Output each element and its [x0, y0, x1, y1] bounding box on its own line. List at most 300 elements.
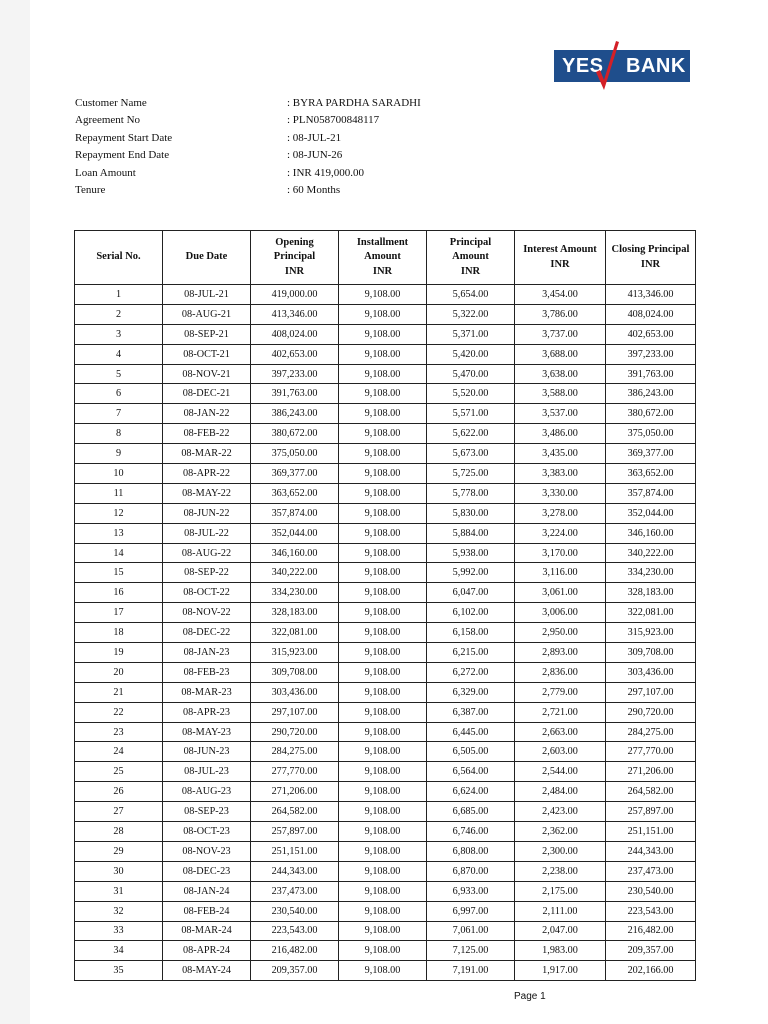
table-cell: 271,206.00 — [251, 782, 339, 802]
table-cell: 9,108.00 — [339, 483, 427, 503]
table-cell: 20 — [75, 662, 163, 682]
table-row — [75, 444, 696, 464]
table-cell: 18 — [75, 623, 163, 643]
table-cell: 9,108.00 — [339, 702, 427, 722]
table-cell: 2,603.00 — [515, 742, 606, 762]
table-row — [75, 324, 696, 344]
table-cell: 7,125.00 — [427, 941, 515, 961]
table-cell: 08-JUN-23 — [163, 742, 251, 762]
table-cell: 7,191.00 — [427, 961, 515, 981]
table-cell: 2,484.00 — [515, 782, 606, 802]
table-cell: 9,108.00 — [339, 563, 427, 583]
table-cell: 6,158.00 — [427, 623, 515, 643]
table-cell: 7,061.00 — [427, 921, 515, 941]
table-row — [75, 464, 696, 484]
table-cell: 11 — [75, 483, 163, 503]
table-cell: 6,102.00 — [427, 603, 515, 623]
table-cell: 2,111.00 — [515, 901, 606, 921]
table-cell: 6,215.00 — [427, 643, 515, 663]
table-cell: 309,708.00 — [606, 643, 696, 663]
table-cell: 08-MAY-24 — [163, 961, 251, 981]
info-label: Repayment End Date — [75, 149, 170, 162]
table-cell: 9,108.00 — [339, 861, 427, 881]
table-cell: 9,108.00 — [339, 662, 427, 682]
table-cell: 3 — [75, 324, 163, 344]
table-cell: 2,544.00 — [515, 762, 606, 782]
table-cell: 9,108.00 — [339, 503, 427, 523]
table-cell: 202,166.00 — [606, 961, 696, 981]
table-cell: 9,108.00 — [339, 304, 427, 324]
table-cell: 28 — [75, 822, 163, 842]
table-cell: 297,107.00 — [251, 702, 339, 722]
table-cell: 9,108.00 — [339, 364, 427, 384]
table-cell: 297,107.00 — [606, 682, 696, 702]
table-cell: 5,673.00 — [427, 444, 515, 464]
info-row — [75, 182, 421, 199]
table-cell: 08-JUL-23 — [163, 762, 251, 782]
table-row — [75, 483, 696, 503]
table-row — [75, 742, 696, 762]
table-cell: 277,770.00 — [606, 742, 696, 762]
table-cell: 6,933.00 — [427, 881, 515, 901]
table-cell: 3,170.00 — [515, 543, 606, 563]
table-cell: 5,938.00 — [427, 543, 515, 563]
table-cell: 08-MAR-23 — [163, 682, 251, 702]
table-cell: 402,653.00 — [251, 344, 339, 364]
table-cell: 26 — [75, 782, 163, 802]
table-cell: 08-FEB-24 — [163, 901, 251, 921]
table-cell: 375,050.00 — [251, 444, 339, 464]
table-cell: 08-SEP-22 — [163, 563, 251, 583]
table-cell: 2,779.00 — [515, 682, 606, 702]
table-cell: 9,108.00 — [339, 802, 427, 822]
table-cell: 9,108.00 — [339, 384, 427, 404]
table-row — [75, 583, 696, 603]
table-cell: 08-JUL-22 — [163, 523, 251, 543]
table-cell: 08-OCT-21 — [163, 344, 251, 364]
table-cell: 3,737.00 — [515, 324, 606, 344]
table-cell: 375,050.00 — [606, 424, 696, 444]
table-cell: 08-NOV-23 — [163, 841, 251, 861]
table-cell: 369,377.00 — [606, 444, 696, 464]
column-header: Closing Principal INR — [606, 231, 696, 285]
table-cell: 9 — [75, 444, 163, 464]
table-cell: 3,688.00 — [515, 344, 606, 364]
table-cell: 08-MAY-23 — [163, 722, 251, 742]
table-cell: 391,763.00 — [251, 384, 339, 404]
table-row — [75, 702, 696, 722]
table-cell: 15 — [75, 563, 163, 583]
table-cell: 2,836.00 — [515, 662, 606, 682]
table-cell: 2 — [75, 304, 163, 324]
table-cell: 2,893.00 — [515, 643, 606, 663]
table-cell: 08-OCT-23 — [163, 822, 251, 842]
table-cell: 264,582.00 — [251, 802, 339, 822]
table-cell: 5,725.00 — [427, 464, 515, 484]
table-cell: 9,108.00 — [339, 464, 427, 484]
table-cell: 3,383.00 — [515, 464, 606, 484]
table-cell: 5,830.00 — [427, 503, 515, 523]
table-row — [75, 384, 696, 404]
table-cell: 08-JUN-22 — [163, 503, 251, 523]
table-cell: 380,672.00 — [251, 424, 339, 444]
table-cell: 386,243.00 — [606, 384, 696, 404]
table-cell: 4 — [75, 344, 163, 364]
table-cell: 08-DEC-22 — [163, 623, 251, 643]
table-cell: 244,343.00 — [606, 841, 696, 861]
yes-bank-logo — [554, 50, 690, 82]
table-cell: 08-APR-24 — [163, 941, 251, 961]
table-cell: 9,108.00 — [339, 324, 427, 344]
table-row — [75, 861, 696, 881]
table-row — [75, 662, 696, 682]
table-cell: 7 — [75, 404, 163, 424]
table-cell: 32 — [75, 901, 163, 921]
table-cell: 5,322.00 — [427, 304, 515, 324]
table-cell: 6,505.00 — [427, 742, 515, 762]
table-cell: 5 — [75, 364, 163, 384]
table-cell: 391,763.00 — [606, 364, 696, 384]
info-row — [75, 165, 421, 182]
table-cell: 8 — [75, 424, 163, 444]
table-cell: 19 — [75, 643, 163, 663]
table-cell: 237,473.00 — [251, 881, 339, 901]
table-cell: 08-JAN-23 — [163, 643, 251, 663]
table-cell: 08-AUG-22 — [163, 543, 251, 563]
table-cell: 08-FEB-23 — [163, 662, 251, 682]
table-cell: 08-MAR-24 — [163, 921, 251, 941]
table-cell: 6,746.00 — [427, 822, 515, 842]
table-cell: 1,983.00 — [515, 941, 606, 961]
table-cell: 216,482.00 — [251, 941, 339, 961]
table-cell: 9,108.00 — [339, 444, 427, 464]
table-cell: 413,346.00 — [251, 304, 339, 324]
table-cell: 303,436.00 — [606, 662, 696, 682]
table-row — [75, 304, 696, 324]
repayment-schedule-table — [74, 230, 696, 981]
table-cell: 237,473.00 — [606, 861, 696, 881]
table-cell: 2,175.00 — [515, 881, 606, 901]
table-row — [75, 941, 696, 961]
table-cell: 9,108.00 — [339, 782, 427, 802]
table-cell: 9,108.00 — [339, 841, 427, 861]
table-cell: 5,470.00 — [427, 364, 515, 384]
table-cell: 6,997.00 — [427, 901, 515, 921]
table-cell: 251,151.00 — [251, 841, 339, 861]
table-cell: 315,923.00 — [251, 643, 339, 663]
table-cell: 5,992.00 — [427, 563, 515, 583]
table-cell: 346,160.00 — [251, 543, 339, 563]
table-cell: 2,950.00 — [515, 623, 606, 643]
table-cell: 9,108.00 — [339, 901, 427, 921]
table-cell: 3,006.00 — [515, 603, 606, 623]
table-row — [75, 782, 696, 802]
table-cell: 5,371.00 — [427, 324, 515, 344]
table-cell: 6 — [75, 384, 163, 404]
table-cell: 251,151.00 — [606, 822, 696, 842]
table-cell: 08-OCT-22 — [163, 583, 251, 603]
table-cell: 419,000.00 — [251, 285, 339, 305]
table-cell: 29 — [75, 841, 163, 861]
table-cell: 08-DEC-23 — [163, 861, 251, 881]
info-value: : INR 419,000.00 — [287, 166, 364, 179]
table-cell: 27 — [75, 802, 163, 822]
info-row — [75, 95, 421, 112]
table-cell: 340,222.00 — [606, 543, 696, 563]
table-cell: 9,108.00 — [339, 523, 427, 543]
table-cell: 08-APR-23 — [163, 702, 251, 722]
table-row — [75, 822, 696, 842]
table-cell: 223,543.00 — [251, 921, 339, 941]
info-row — [75, 147, 421, 164]
table-cell: 6,624.00 — [427, 782, 515, 802]
table-cell: 14 — [75, 543, 163, 563]
info-value: : PLN058700848117 — [287, 114, 380, 127]
info-row — [75, 130, 421, 147]
table-cell: 2,663.00 — [515, 722, 606, 742]
table-cell: 9,108.00 — [339, 643, 427, 663]
table-cell: 31 — [75, 881, 163, 901]
table-cell: 21 — [75, 682, 163, 702]
table-row — [75, 344, 696, 364]
table-cell: 216,482.00 — [606, 921, 696, 941]
table-cell: 9,108.00 — [339, 583, 427, 603]
table-cell: 9,108.00 — [339, 682, 427, 702]
table-cell: 284,275.00 — [606, 722, 696, 742]
table-cell: 9,108.00 — [339, 344, 427, 364]
table-cell: 257,897.00 — [606, 802, 696, 822]
table-cell: 352,044.00 — [251, 523, 339, 543]
info-value: : 60 Months — [287, 184, 341, 197]
column-header: Interest Amount INR — [515, 231, 606, 285]
table-cell: 2,721.00 — [515, 702, 606, 722]
table-row — [75, 722, 696, 742]
table-cell: 08-JAN-22 — [163, 404, 251, 424]
table-cell: 309,708.00 — [251, 662, 339, 682]
table-cell: 303,436.00 — [251, 682, 339, 702]
info-row — [75, 112, 421, 129]
table-cell: 22 — [75, 702, 163, 722]
table-row — [75, 404, 696, 424]
table-cell: 08-SEP-23 — [163, 802, 251, 822]
table-cell: 9,108.00 — [339, 603, 427, 623]
table-row — [75, 881, 696, 901]
info-label: Tenure — [75, 184, 106, 197]
table-cell: 3,786.00 — [515, 304, 606, 324]
table-cell: 2,423.00 — [515, 802, 606, 822]
table-cell: 334,230.00 — [251, 583, 339, 603]
table-cell: 209,357.00 — [251, 961, 339, 981]
info-label: Loan Amount — [75, 166, 136, 179]
checkmark-icon — [592, 38, 622, 98]
table-cell: 363,652.00 — [251, 483, 339, 503]
table-cell: 9,108.00 — [339, 404, 427, 424]
info-value: : 08-JUN-26 — [287, 149, 343, 162]
table-cell: 397,233.00 — [606, 344, 696, 364]
table-row — [75, 623, 696, 643]
table-row — [75, 682, 696, 702]
table-cell: 1 — [75, 285, 163, 305]
table-cell: 328,183.00 — [251, 603, 339, 623]
table-cell: 3,435.00 — [515, 444, 606, 464]
table-cell: 9,108.00 — [339, 742, 427, 762]
table-cell: 9,108.00 — [339, 921, 427, 941]
table-cell: 1,917.00 — [515, 961, 606, 981]
table-cell: 6,272.00 — [427, 662, 515, 682]
table-cell: 24 — [75, 742, 163, 762]
table-cell: 2,238.00 — [515, 861, 606, 881]
table-cell: 34 — [75, 941, 163, 961]
table-row — [75, 364, 696, 384]
table-cell: 9,108.00 — [339, 722, 427, 742]
table-cell: 10 — [75, 464, 163, 484]
table-cell: 3,486.00 — [515, 424, 606, 444]
table-cell: 264,582.00 — [606, 782, 696, 802]
table-row — [75, 424, 696, 444]
table-cell: 6,445.00 — [427, 722, 515, 742]
logo-bank-text: BANK — [626, 55, 686, 77]
table-cell: 328,183.00 — [606, 583, 696, 603]
table-cell: 357,874.00 — [606, 483, 696, 503]
table-row — [75, 841, 696, 861]
table-cell: 369,377.00 — [251, 464, 339, 484]
table-cell: 408,024.00 — [606, 304, 696, 324]
table-cell: 6,387.00 — [427, 702, 515, 722]
table-cell: 16 — [75, 583, 163, 603]
info-label: Repayment Start Date — [75, 131, 173, 144]
table-cell: 363,652.00 — [606, 464, 696, 484]
table-cell: 3,224.00 — [515, 523, 606, 543]
table-cell: 290,720.00 — [251, 722, 339, 742]
table-cell: 08-NOV-21 — [163, 364, 251, 384]
table-cell: 9,108.00 — [339, 881, 427, 901]
table-cell: 277,770.00 — [251, 762, 339, 782]
table-cell: 13 — [75, 523, 163, 543]
table-cell: 6,564.00 — [427, 762, 515, 782]
table-cell: 9,108.00 — [339, 623, 427, 643]
info-value: : 08-JUL-21 — [287, 131, 342, 144]
table-cell: 3,454.00 — [515, 285, 606, 305]
table-cell: 3,638.00 — [515, 364, 606, 384]
table-cell: 9,108.00 — [339, 285, 427, 305]
table-row — [75, 503, 696, 523]
column-header: Principal Amount INR — [427, 231, 515, 285]
table-row — [75, 603, 696, 623]
info-value: : BYRA PARDHA SARADHI — [287, 97, 421, 109]
table-row — [75, 961, 696, 981]
table-cell: 08-JUL-21 — [163, 285, 251, 305]
table-cell: 6,870.00 — [427, 861, 515, 881]
table-cell: 386,243.00 — [251, 404, 339, 424]
table-cell: 230,540.00 — [606, 881, 696, 901]
column-header: Opening Principal INR — [251, 231, 339, 285]
table-cell: 3,537.00 — [515, 404, 606, 424]
table-cell: 352,044.00 — [606, 503, 696, 523]
table-cell: 223,543.00 — [606, 901, 696, 921]
table-row — [75, 762, 696, 782]
table-row — [75, 901, 696, 921]
table-cell: 08-AUG-23 — [163, 782, 251, 802]
table-cell: 35 — [75, 961, 163, 981]
table-row — [75, 543, 696, 563]
table-cell: 25 — [75, 762, 163, 782]
table-cell: 5,622.00 — [427, 424, 515, 444]
table-cell: 402,653.00 — [606, 324, 696, 344]
table-cell: 322,081.00 — [251, 623, 339, 643]
table-cell: 3,278.00 — [515, 503, 606, 523]
table-cell: 2,300.00 — [515, 841, 606, 861]
table-cell: 08-DEC-21 — [163, 384, 251, 404]
table-cell: 9,108.00 — [339, 822, 427, 842]
table-cell: 08-AUG-21 — [163, 304, 251, 324]
table-row — [75, 921, 696, 941]
table-cell: 33 — [75, 921, 163, 941]
table-cell: 9,108.00 — [339, 762, 427, 782]
table-cell: 257,897.00 — [251, 822, 339, 842]
table-cell: 3,061.00 — [515, 583, 606, 603]
table-cell: 08-APR-22 — [163, 464, 251, 484]
table-cell: 5,654.00 — [427, 285, 515, 305]
table-cell: 290,720.00 — [606, 702, 696, 722]
table-cell: 5,884.00 — [427, 523, 515, 543]
logo-yes-text: YES — [562, 55, 604, 77]
info-label: Agreement No — [75, 114, 141, 127]
table-cell: 6,685.00 — [427, 802, 515, 822]
table-cell: 9,108.00 — [339, 424, 427, 444]
table-cell: 397,233.00 — [251, 364, 339, 384]
table-cell: 5,778.00 — [427, 483, 515, 503]
column-header: Installment Amount INR — [339, 231, 427, 285]
table-row — [75, 802, 696, 822]
table-cell: 08-FEB-22 — [163, 424, 251, 444]
table-row — [75, 285, 696, 305]
table-cell: 346,160.00 — [606, 523, 696, 543]
table-cell: 6,808.00 — [427, 841, 515, 861]
table-cell: 9,108.00 — [339, 543, 427, 563]
column-header: Due Date — [163, 231, 251, 285]
table-cell: 315,923.00 — [606, 623, 696, 643]
table-row — [75, 523, 696, 543]
table-cell: 380,672.00 — [606, 404, 696, 424]
table-cell: 5,571.00 — [427, 404, 515, 424]
table-cell: 30 — [75, 861, 163, 881]
table-cell: 08-SEP-21 — [163, 324, 251, 344]
table-cell: 08-MAR-22 — [163, 444, 251, 464]
table-row — [75, 643, 696, 663]
table-cell: 08-NOV-22 — [163, 603, 251, 623]
table-cell: 244,343.00 — [251, 861, 339, 881]
info-label: Customer Name — [75, 97, 147, 109]
page-number: Page 1 — [514, 991, 546, 1002]
table-cell: 5,520.00 — [427, 384, 515, 404]
table-row — [75, 563, 696, 583]
table-cell: 3,588.00 — [515, 384, 606, 404]
table-cell: 23 — [75, 722, 163, 742]
customer-info — [75, 95, 421, 199]
table-cell: 12 — [75, 503, 163, 523]
table-cell: 3,116.00 — [515, 563, 606, 583]
table-cell: 271,206.00 — [606, 762, 696, 782]
table-cell: 9,108.00 — [339, 941, 427, 961]
table-cell: 6,329.00 — [427, 682, 515, 702]
table-cell: 357,874.00 — [251, 503, 339, 523]
table-cell: 5,420.00 — [427, 344, 515, 364]
table-cell: 08-MAY-22 — [163, 483, 251, 503]
table-cell: 334,230.00 — [606, 563, 696, 583]
table-cell: 340,222.00 — [251, 563, 339, 583]
table-cell: 209,357.00 — [606, 941, 696, 961]
table-cell: 08-JAN-24 — [163, 881, 251, 901]
